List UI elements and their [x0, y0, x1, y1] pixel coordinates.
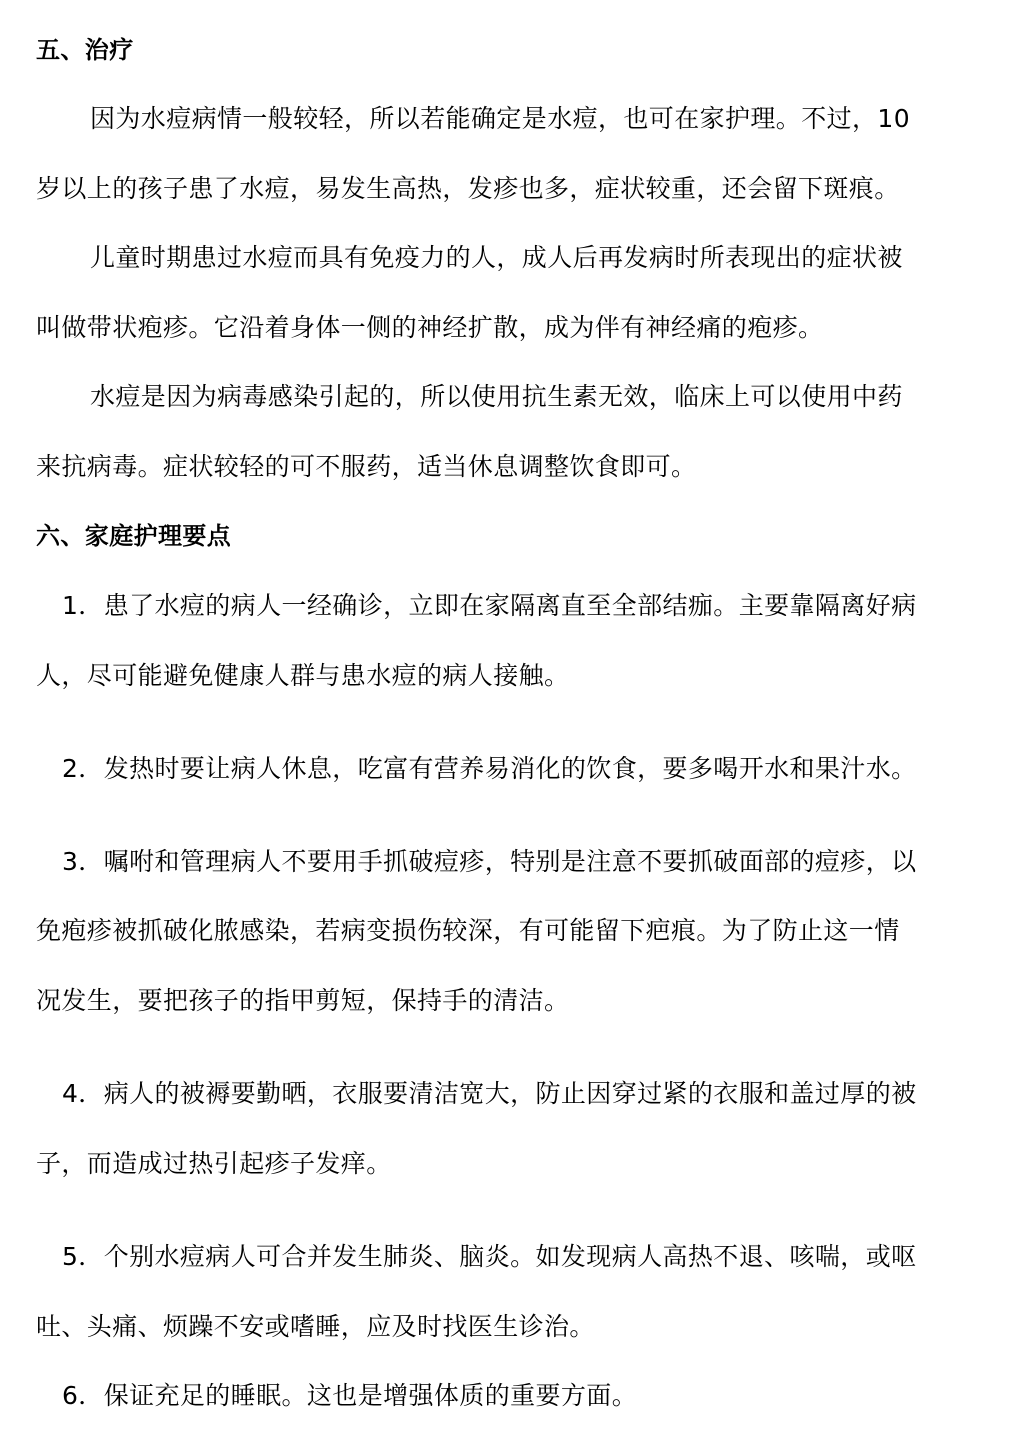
list-item-line: 免疱疹被抓破化脓感染，若病变损伤较深，有可能留下疤痕。为了防止这一情 [36, 916, 900, 945]
list-item-line: 子，而造成过热引起疹子发痒。 [36, 1149, 392, 1178]
paragraph-line: 岁以上的孩子患了水痘，易发生高热，发疹也多，症状较重，还会留下斑痕。 [36, 174, 900, 203]
list-item-line: 况发生，要把孩子的指甲剪短，保持手的清洁。 [36, 986, 570, 1015]
list-item-line: 3．嘱咐和管理病人不要用手抓破痘疹，特别是注意不要抓破面部的痘疹，以 [62, 847, 917, 876]
list-item-line: 6．保证充足的睡眠。这也是增强体质的重要方面。 [62, 1381, 638, 1410]
paragraph-line: 因为水痘病情一般较轻，所以若能确定是水痘，也可在家护理。不过，10 [90, 104, 911, 133]
paragraph-line: 儿童时期患过水痘而具有免疫力的人，成人后再发病时所表现出的症状被 [90, 243, 903, 272]
paragraph-line: 来抗病毒。症状较轻的可不服药，适当休息调整饮食即可。 [36, 452, 697, 481]
section-heading-home-care: 六、家庭护理要点 [36, 522, 232, 550]
list-item-line: 人，尽可能避免健康人群与患水痘的病人接触。 [36, 661, 570, 690]
list-item-line: 5．个别水痘病人可合并发生肺炎、脑炎。如发现病人高热不退、咳喘，或呕 [62, 1242, 917, 1271]
section-heading-treatment: 五、治疗 [36, 36, 134, 64]
paragraph-line: 水痘是因为病毒感染引起的，所以使用抗生素无效，临床上可以使用中药 [90, 382, 903, 411]
list-item-line: 2．发热时要让病人休息，吃富有营养易消化的饮食，要多喝开水和果汁水。 [62, 754, 917, 783]
list-item-line: 4．病人的被褥要勤晒，衣服要清洁宽大，防止因穿过紧的衣服和盖过厚的被 [62, 1079, 917, 1108]
list-item-line: 1．患了水痘的病人一经确诊，立即在家隔离直至全部结痂。主要靠隔离好病 [62, 591, 917, 620]
paragraph-line: 叫做带状疱疹。它沿着身体一侧的神经扩散，成为伴有神经痛的疱疹。 [36, 313, 824, 342]
list-item-line: 吐、头痛、烦躁不安或嗜睡，应及时找医生诊治。 [36, 1312, 595, 1341]
